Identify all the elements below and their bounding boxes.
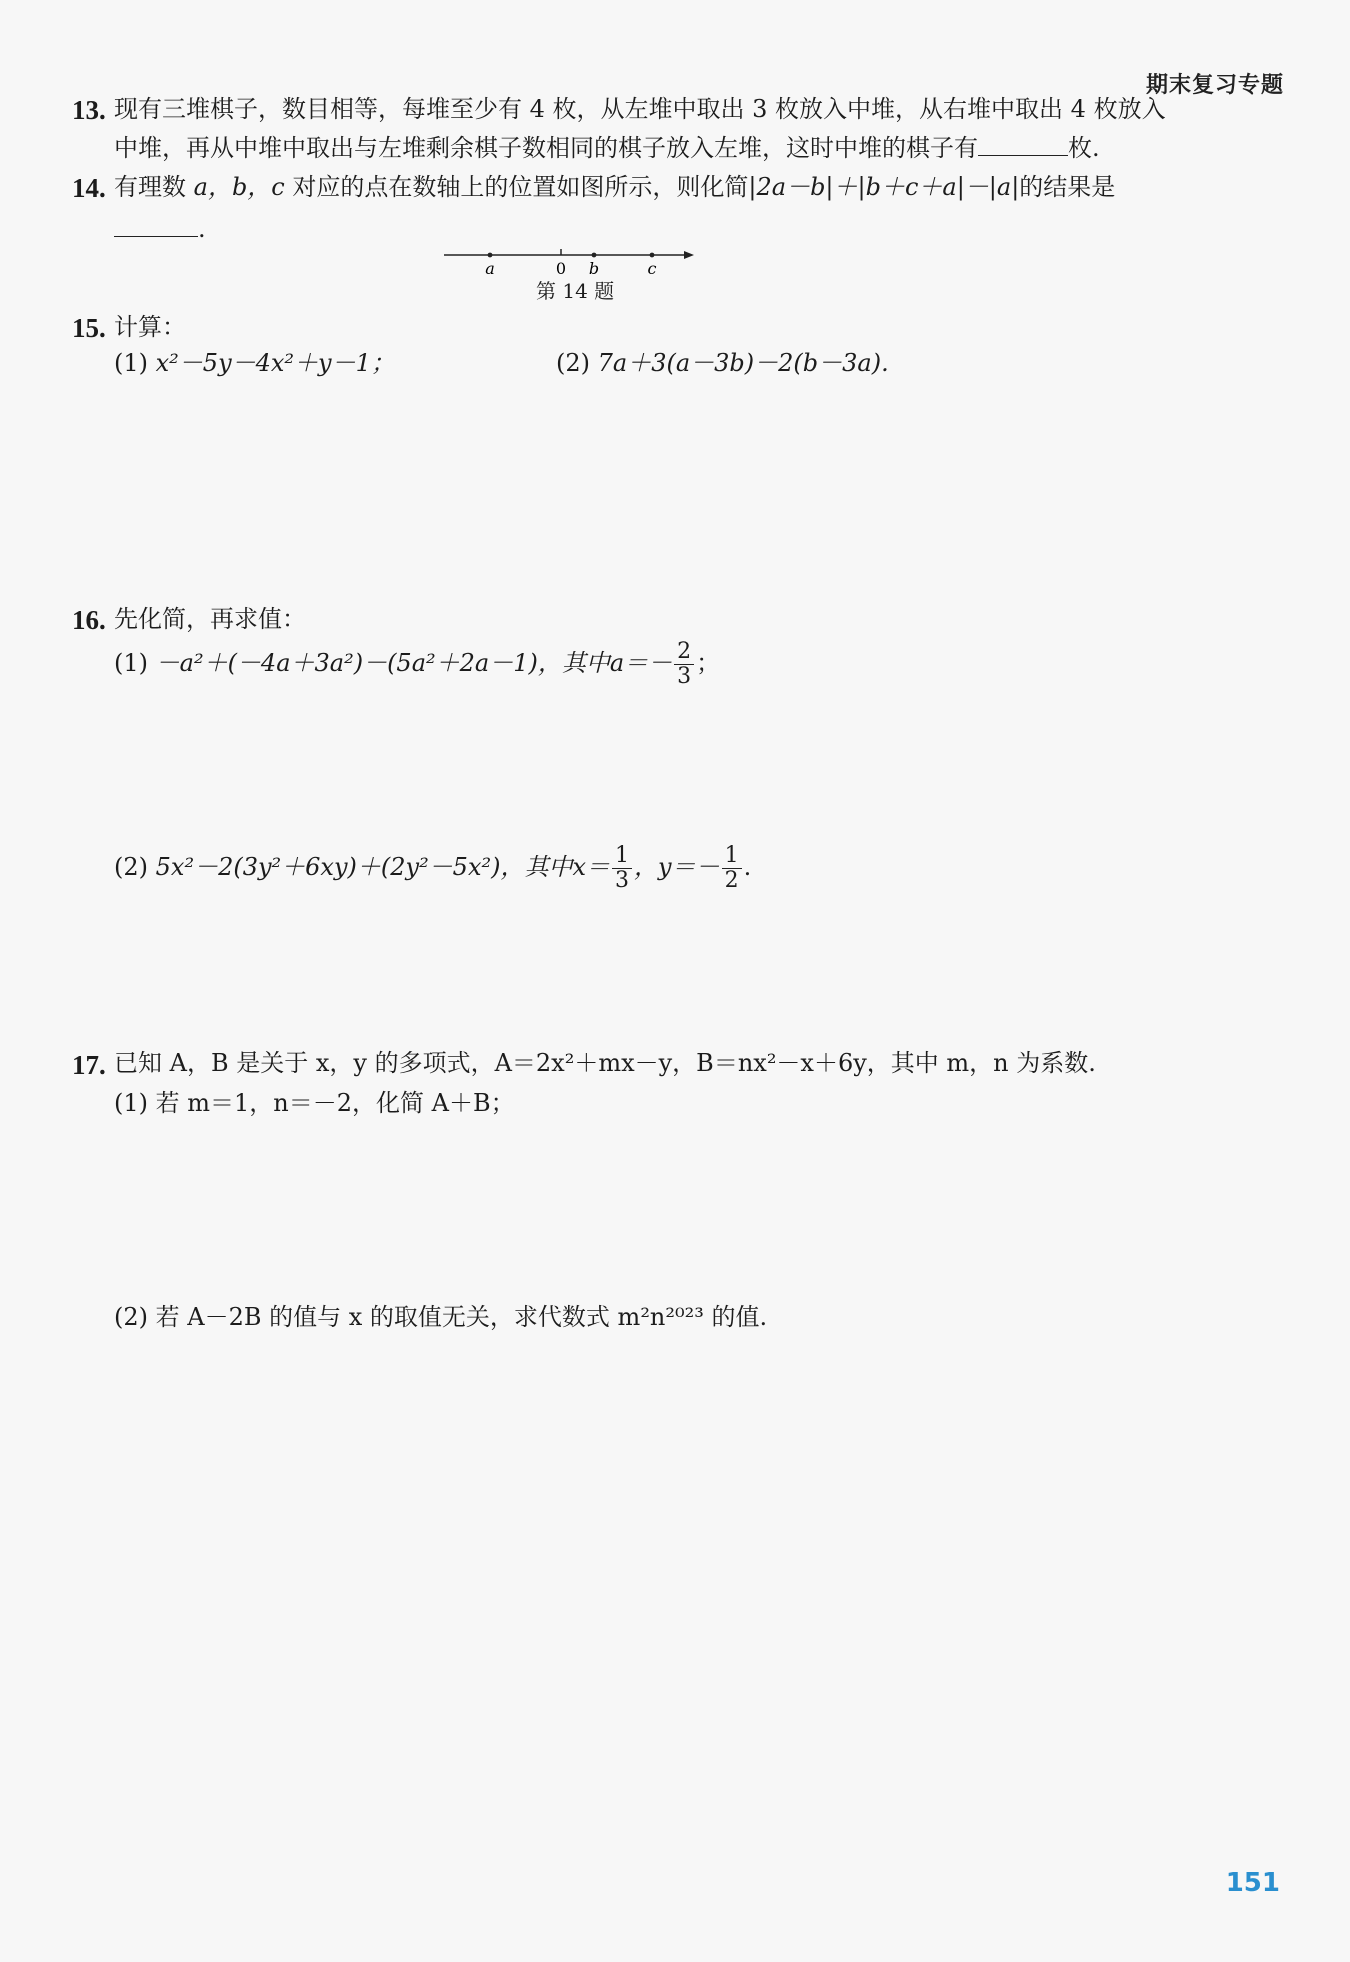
q16-p2-end: . [743,853,752,881]
q17-part2 [114,1300,767,1334]
q17-part1 [114,1086,515,1120]
q16-p1-label: (1) [114,649,148,677]
page-number: 151 [1225,1868,1280,1898]
q14-line1 [114,170,1115,204]
q15-title: 计算： [114,313,186,341]
q16-p2-cond-y: ，y＝－ [634,853,720,881]
number-line-figure [440,240,710,280]
q17-p1-label: (1) [114,1089,148,1117]
q16-p1-end: ； [696,649,721,677]
q16-part2 [114,844,751,893]
q16-part1 [114,640,720,689]
q13-line1: 现有三堆棋子，数目相等，每堆至少有 4 枚，从左堆中取出 3 枚放入中堆，从右堆中取出 4 枚放入 [114,95,1166,123]
q16-title: 先化简，再求值： [114,605,306,633]
question-number-14: 14. [72,173,106,203]
q16-p1-expr: －a²＋(－4a＋3a²)－(5a²＋2a－1)，其中 [155,649,610,677]
q14-line2 [114,212,206,246]
q14-line2-end: . [198,215,206,243]
q15-p1-label: (1) [114,349,148,377]
label-a: a [485,259,495,278]
q13-line2-text: 中堆，再从中堆中取出与左堆剩余棋子数相同的棋子放入左堆，这时中堆的棋子有 [114,134,978,162]
fraction-numerator: 2 [674,640,694,665]
question-number-13: 13. [72,95,106,125]
q17-p1-text: 若 m＝1，n＝－2，化简 A＋B； [155,1089,515,1117]
q16-p2-cond-x: x＝ [572,853,611,881]
point-a [488,253,493,258]
q13-line2-end: 枚. [1068,134,1100,162]
q15-p2-label: (2) [556,349,590,377]
q16-p2-expr: 5x²－2(3y²＋6xy)＋(2y²－5x²)，其中 [155,853,573,881]
q14-vars: a，b，c [193,173,285,201]
q14-text-a: 有理数 [114,173,186,201]
q17-p2-label: (2) [114,1303,148,1331]
q14-text-b: 对应的点在数轴上的位置如图所示，则化简 [292,173,749,201]
question-number-16: 16. [72,605,106,635]
answer-blank-13[interactable] [978,155,1068,156]
question-number-15: 15. [72,313,106,343]
q16-p1-cond: a＝－ [609,649,673,677]
figure-caption: 第 14 题 [536,279,615,303]
q15-part2 [556,346,889,380]
label-c: c [647,259,657,278]
fraction-numerator: 1 [612,844,632,869]
q15-p1-expr: x²－5y－4x²＋y－1； [155,349,395,377]
running-header: 期末复习专题 [1145,73,1284,98]
number-line-arrow [684,251,694,259]
question-number-17: 17. [72,1050,106,1080]
q14-expression: |2a－b|＋|b＋c＋a|－|a| [748,173,1020,201]
fraction-two-thirds [674,640,694,689]
q17-line1: 已知 A，B 是关于 x，y 的多项式，A＝2x²＋mx－y，B＝nx²－x＋6y，其中 m，n 为系数. [114,1049,1096,1077]
q15-part1 [114,346,395,380]
answer-blank-14[interactable] [114,236,198,237]
q16-p2-label: (2) [114,853,148,881]
point-c [650,253,655,258]
q15-p2-expr: 7a＋3(a－3b)－2(b－3a). [597,349,889,377]
label-zero: 0 [555,259,567,278]
q13-line2 [114,131,1100,165]
fraction-denominator: 3 [615,868,630,893]
q17-p2-text: 若 A－2B 的值与 x 的取值无关，求代数式 m²n²⁰²³ 的值. [155,1303,768,1331]
fraction-denominator: 3 [677,664,692,689]
fraction-numerator: 1 [722,844,742,869]
q14-text-c: 的结果是 [1019,173,1116,201]
fraction-denominator: 2 [724,868,739,893]
fraction-one-third [612,844,632,893]
point-b [592,253,597,258]
fraction-one-half [722,844,742,893]
label-b: b [588,259,600,278]
